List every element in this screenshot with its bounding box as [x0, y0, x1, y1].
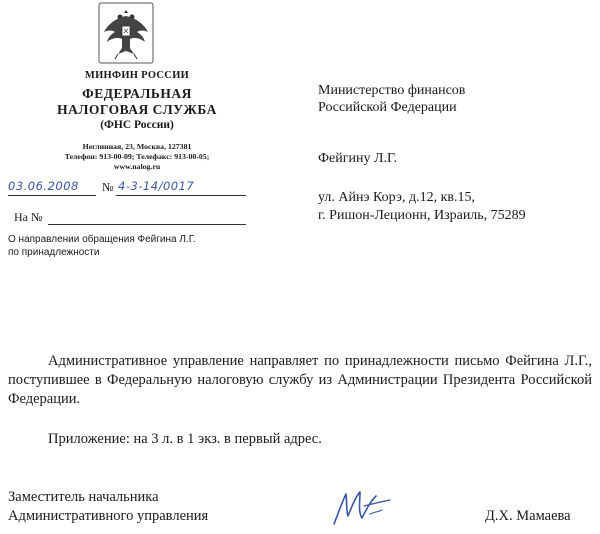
org-abbreviation: (ФНС России): [100, 119, 174, 131]
org-address: Неглинная, 23, Москва, 127381: [82, 142, 192, 151]
number-underline: [116, 195, 246, 196]
letter-body: Административное управление направляет по принадлежности письмо Фейгина Л.Г., поступившее в Федеральную налоговую службу из Администрации Президента Российской Федерации.: [8, 353, 592, 407]
org-website: www.nalog.ru: [113, 162, 161, 171]
registration-number-label: №: [102, 180, 114, 194]
org-ministry: МИНФИН РОССИИ: [84, 70, 190, 81]
registration-number: 4-3-14/0017: [118, 179, 195, 193]
org-service-line1: ФЕДЕРАЛЬНАЯ: [82, 86, 192, 101]
date-underline: [8, 195, 96, 196]
signatory-position-line1: Заместитель начальника: [8, 489, 159, 505]
signatory-position-line2: Административного управления: [8, 508, 209, 524]
reply-to-label: На №: [14, 210, 43, 224]
registration-date: 03.06.2008: [8, 179, 79, 193]
org-service-line2: НАЛОГОВАЯ СЛУЖБА: [57, 102, 217, 117]
recipient-org-line1: Министерство финансов: [318, 83, 466, 98]
attachment-note: Приложение: на 3 л. в 1 экз. в первый адрес.: [48, 431, 322, 447]
recipient-address-line2: г. Ришон-Леционн, Израиль, 75289: [318, 208, 526, 223]
org-phones: Телефон: 913-00-09; Телефакс: 913-00-05;: [64, 152, 210, 161]
subject-line1: О направлении обращения Фейгина Л.Г.: [8, 234, 196, 245]
handwritten-signature-icon: [330, 484, 394, 532]
subject-line2: по принадлежности: [8, 247, 100, 258]
reply-to-underline: [48, 224, 246, 225]
russian-emblem-icon: [98, 2, 154, 64]
recipient-address-line1: ул. Айнэ Корэ, д.12, кв.15,: [318, 190, 476, 205]
recipient-org-line2: Российской Федерации: [318, 100, 457, 115]
recipient-name: Фейгину Л.Г.: [318, 151, 398, 166]
signatory-name: Д.Х. Мамаева: [485, 508, 571, 524]
